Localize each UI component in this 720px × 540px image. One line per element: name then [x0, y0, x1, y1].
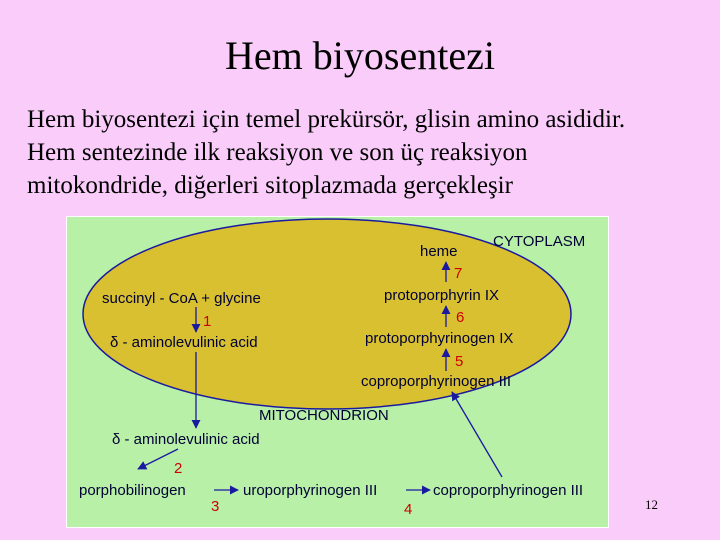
slide-title: Hem biyosentezi: [225, 33, 495, 78]
body-line-3: mitokondride, diğerleri sitoplazmada gerçekleşir: [27, 172, 513, 199]
compound-porphobilinogen: porphobilinogen: [79, 482, 186, 499]
page-number: 12: [645, 497, 658, 512]
body-line-1: Hem biyosentezi için temel prekürsör, glisin amino asididir.: [27, 106, 626, 133]
compound-ala-cyto: δ - aminolevulinic acid: [112, 431, 260, 448]
step-3: 3: [211, 498, 220, 515]
compound-ala-mito: δ - aminolevulinic acid: [110, 334, 258, 351]
step-4: 4: [404, 501, 413, 518]
compound-succinyl-coa-glycine: succinyl - CoA + glycine: [102, 290, 261, 307]
body-line-2: Hem sentezinde ilk reaksiyon ve son üç reaksiyon: [27, 139, 528, 166]
step-1: 1: [203, 313, 212, 330]
compound-uroporphyrinogen-iii: uroporphyrinogen III: [243, 482, 378, 499]
step-6: 6: [456, 309, 465, 326]
diagram-svg: [66, 216, 609, 528]
compound-coproporphyrinogen-iii-mito: coproporphyrinogen III: [361, 373, 512, 390]
step-5: 5: [455, 353, 464, 370]
compound-coproporphyrinogen-iii-cyto: coproporphyrinogen III: [433, 482, 584, 499]
step-7: 7: [454, 265, 463, 282]
compound-protoporphyrinogen-ix: protoporphyrinogen IX: [365, 330, 514, 347]
heme-pathway-diagram: [66, 216, 609, 528]
compound-heme: heme: [420, 243, 458, 260]
mitochondrion-label: MITOCHONDRION: [259, 407, 389, 424]
cytoplasm-label: CYTOPLASM: [493, 233, 586, 250]
step-2: 2: [174, 460, 183, 477]
compound-protoporphyrin-ix: protoporphyrin IX: [384, 287, 500, 304]
slide-body: [27, 103, 717, 202]
